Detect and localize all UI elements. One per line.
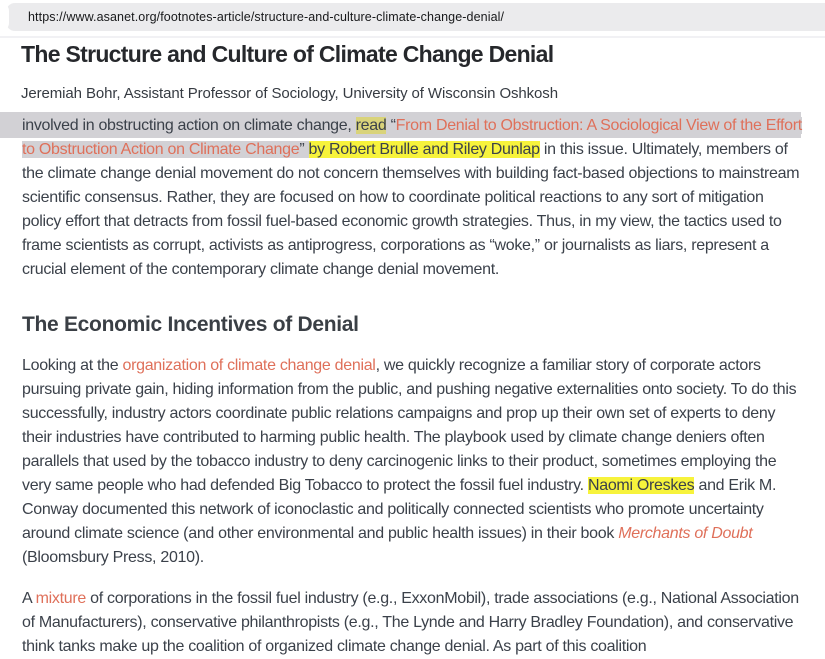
inline-link[interactable]: organization of climate change denial <box>122 357 376 374</box>
paragraph-coalition <box>22 587 803 659</box>
body-text: Looking at the <box>22 357 123 374</box>
page-title: The Structure and Culture of Climate Change Denial <box>21 41 554 67</box>
article-header <box>0 39 825 104</box>
body-text: (Bloomsbury Press, 2010). <box>22 549 204 566</box>
paragraph-economic-incentives <box>22 354 803 570</box>
inline-link-italic[interactable]: Merchants of Doubt <box>618 525 753 542</box>
body-text: of corporations in the fossil fuel industry (e.g., ExxonMobil), trade associations (e.g., National Association of Manufacturers), conservative philanthropists (e.g., The Lynde and Harry Bradley Foundation), and conservative think tanks make up the coalition of organized climate change denial. As part of this coalition <box>22 590 799 655</box>
selected-text: involved in obstructing action on climate change, <box>22 117 356 134</box>
body-text: A <box>22 590 36 607</box>
section-heading-economic-incentives: The Economic Incentives of Denial <box>22 313 359 336</box>
inline-link[interactable]: mixture <box>35 590 86 607</box>
selected-text: ” <box>299 141 309 158</box>
selected-inline-link[interactable]: From Denial to Obstruction: A Sociological View of the Effort to Obstruction Action on Climate Change <box>22 117 802 158</box>
highlighted-text: by Robert Brulle and Riley Dunlap <box>308 141 540 158</box>
highlighted-text: Naomi Oreskes <box>587 477 695 494</box>
url-text: https://www.asanet.org/footnotes-article/structure-and-culture-climate-change-denial/ <box>28 10 505 24</box>
chrome-divider <box>0 36 825 38</box>
paragraph-intro <box>22 114 803 282</box>
url-bar-notch <box>0 3 9 31</box>
article-byline: Jeremiah Bohr, Assistant Professor of Sociology, University of Wisconsin Oshkosh <box>21 85 558 102</box>
body-text: , we quickly recognize a familiar story of corporate actors pursuing private gain, hiding information from the public, and pushing negative externalities onto society. To do this successfully, industry actors coordinate public relations campaigns and prop up their own set of experts to deny their industries have contributed to harming public health. The playbook used by climate change deniers often parallels that used by the tobacco industry to deny carcinogenic links to their product, sometimes employing the very same people who had defended Big Tobacco to protect the fossil fuel industry. <box>22 357 797 494</box>
body-text: and Erik M. Conway documented this network of iconoclastic and politically connected scientists who promote uncertainty around climate science (and other environmental and public health issues) in their book <box>22 477 777 542</box>
browser-chrome <box>0 0 825 31</box>
selected-highlighted-text: read <box>355 117 387 134</box>
selected-text: “ <box>386 117 396 134</box>
article-body <box>0 104 825 659</box>
body-text: in this issue. Ultimately, members of the climate change denial movement do not concern themselves with building fact-based objections to mainstream scientific consensus. Rather, they are focused on how to coordinate political reactions to any sort of mitigation policy effort that detracts from fossil fuel-based economic growth strategies. Thus, in my view, the tactics used to frame scientists as corrupt, activists as antiprogress, corporations as “woke,” or journalists as liars, represent a crucial element of the contemporary climate change denial movement. <box>22 141 800 278</box>
